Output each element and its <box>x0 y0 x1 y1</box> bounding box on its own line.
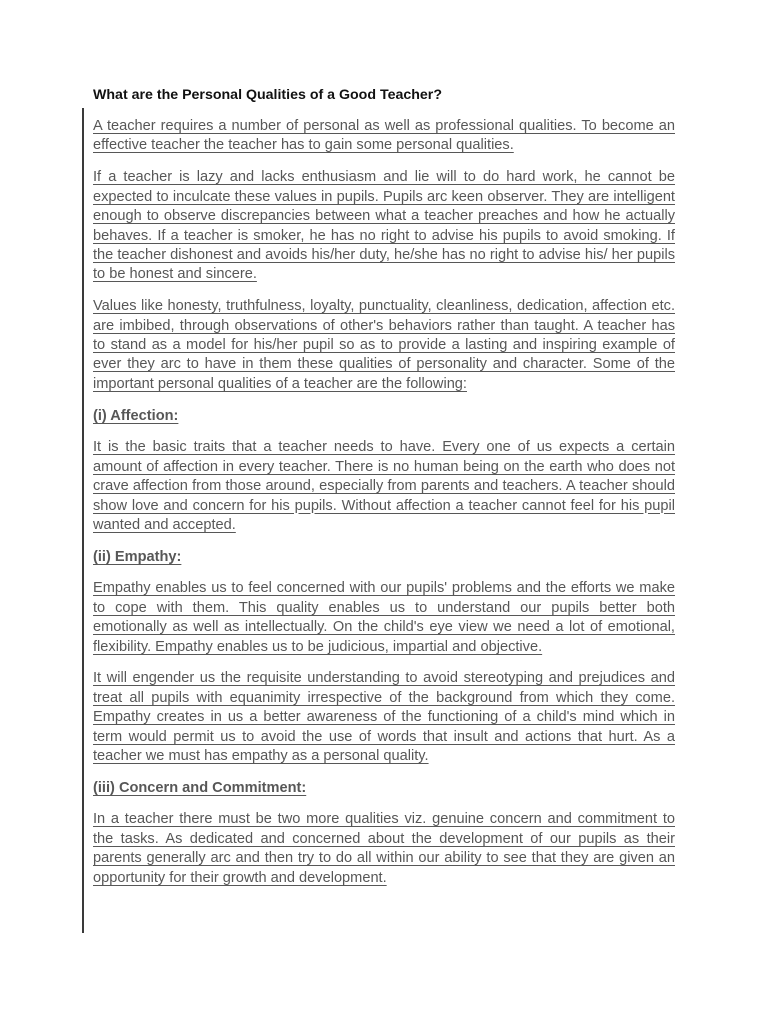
section-heading-empathy: (ii) Empathy: <box>93 548 182 565</box>
intro-paragraph: A teacher requires a number of personal as well as professional qualities. To become an effective teacher the teacher has to gain some personal qualities. <box>93 118 675 154</box>
paragraph: Empathy enables us to feel concerned with our pupils' problems and the efforts we make to cope with them. This quality enables us to understand our pupils better both emotionally as well as intellectually. On the child's eye view we need a lot of emotional, flexibility. Empathy enables us to be judicious, impartial and objective. <box>93 580 675 655</box>
paragraph: Values like honesty, truthfulness, loyalty, punctuality, cleanliness, dedication, affection etc. are imbibed, through observations of other's behaviors rather than taught. A teacher has to stand as a model for his/her pupil so as to provide a lasting and inspiring example of ever they arc to have in them these qualities of personality and character. Some of the important personal qualities of a teacher are the following: <box>93 298 675 392</box>
paragraph: It will engender us the requisite understanding to avoid stereotyping and prejudices and treat all pupils with equanimity irrespective of the background from which they come. Empathy creates in us a better awareness of the functioning of a child's mind which in term would permit us to avoid the use of words that insult and actions that hurt. As a teacher we must has empathy as a personal quality. <box>93 670 675 765</box>
document-title: What are the Personal Qualities of a Good Teacher? <box>93 87 442 103</box>
document-page <box>93 86 675 901</box>
margin-bar <box>82 108 84 933</box>
paragraph: It is the basic traits that a teacher needs to have. Every one of us expects a certain amount of affection in every teacher. There is no human being on the earth who does not crave affection from those around, especially from parents and teachers. A teacher should show love and concern for his pupils. Without affection a teacher cannot feel for his pupil wanted and accepted. <box>93 439 675 533</box>
section-heading-affection: (i) Affection: <box>93 407 179 424</box>
paragraph: If a teacher is lazy and lacks enthusiasm and lie will to do hard work, he cannot be expected to inculcate these values in pupils. Pupils arc keen observer. They are intelligent enough to observe discrepancies between what a teacher preaches and how he actually behaves. If a teacher is smoker, he has no right to advise his pupils to avoid smoking. If the teacher dishonest and avoids his/her duty, he/she has no right to advise his/ her pupils to be honest and sincere. <box>93 169 675 283</box>
section-heading-concern-commitment: (iii) Concern and Commitment: <box>93 779 307 796</box>
paragraph: In a teacher there must be two more qualities viz. genuine concern and commitment to the tasks. As dedicated and concerned about the development of our pupils as their parents generally arc and then try to do all within our ability to see that they are given an opportunity for their growth and development. <box>93 811 675 886</box>
